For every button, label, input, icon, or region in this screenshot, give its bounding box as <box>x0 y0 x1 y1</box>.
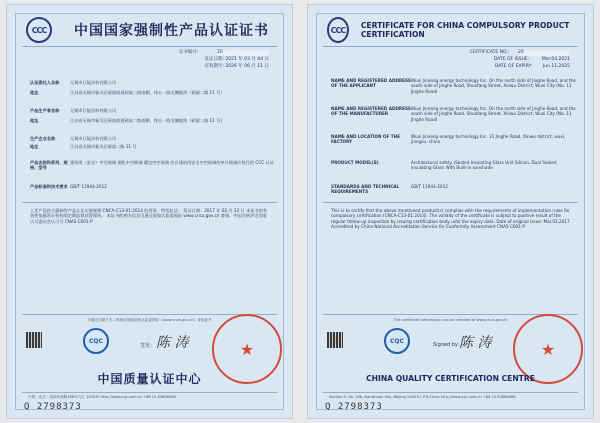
field-product: 产品名称和系列、规格、型号 建筑用（安全）中空玻璃 钢化中空玻璃 暖边中空玻璃 符合建筑用安全中空玻璃的单片玻璃应执行的 CCC 认证 <box>30 160 274 171</box>
certificate-page-cn <box>6 4 293 419</box>
field-manufacturer: NAME AND REGISTERED ADDRESS OF THE MANUFACTURER Wuxi Jinneng energy technology Inc. On the north side of Jinghe Road, and the south side of Jinghe Road, Shuofang Street, Xinwu District, Wuxi City (No. 11 Jinghe Road) <box>331 106 576 122</box>
ccc-logo-icon: CCC <box>26 17 52 43</box>
cert-meta-number: 证书编号: 20 <box>179 50 269 56</box>
signature-label: 签发： <box>140 343 156 349</box>
page-title: 中国国家强制性产品认证证书 <box>74 23 269 39</box>
official-seal-icon: ★ <box>513 314 583 384</box>
issuer-name: CHINA QUALITY CERTIFICATION CENTRE <box>366 374 535 383</box>
field-applicant-address: 地址 江苏省无锡市新吴区硕放街道硕放二路南侧、纬五一路北侧地块（硕放二路 11 号） <box>30 90 225 95</box>
web-note: The certificate information can be checked at www.cnca.gov.cn <box>393 318 508 322</box>
page-title: CERTIFICATE FOR CHINA COMPULSORY PRODUCT CERTIFICATION <box>360 21 570 39</box>
field-factory-address: 地址 江苏省无锡市新吴区硕放二路 11 号 <box>30 144 137 149</box>
signature: 陈 涛 <box>156 335 189 351</box>
divider <box>323 392 578 393</box>
signature-label: Signed by: <box>433 342 460 348</box>
cert-meta-number: CERTIFICATE NO.: 20 <box>470 50 570 56</box>
cqc-logo-icon: CQC <box>377 330 417 352</box>
divider <box>323 46 578 47</box>
issuer-address: Section 9, No. 188, Nansihuan Xilu, Beijing 100070, P.R.China http://www.cqc.com.cn +86 10 83886666 <box>329 395 516 399</box>
divider <box>323 202 578 203</box>
divider <box>22 392 277 393</box>
official-seal-icon: ★ <box>212 314 282 384</box>
serial-number: Q 2798373 <box>325 402 383 412</box>
cert-meta-expiry-date: DATE OF EXPIRY: Jun.11,2025 <box>494 64 570 69</box>
issuer-address: 中国 · 北京 · 南四环西路188号九区 100070 http://www.cqc.com.cn +86 10 83886666 <box>28 395 176 399</box>
page-header <box>16 14 283 46</box>
divider <box>22 202 277 203</box>
issuer-name: 中国质量认证中心 <box>97 372 202 386</box>
cqc-logo-icon: CQC <box>76 330 116 352</box>
cert-meta-expiry-date: 有效期至: 2026 年 06 月 11 日 <box>204 64 269 69</box>
field-product: PRODUCT MODEL(S) Architectural safety (Sealed Insulating Glass Unit Silicon, Dual Sealed Insulating Glass With Built-in sunshade <box>331 160 557 171</box>
qr-code-icon <box>327 332 343 348</box>
signature: 陈 涛 <box>459 335 492 351</box>
field-applicant: NAME AND REGISTERED ADDRESS OF THE APPLICANT Wuxi Jinneng energy technology Inc. On the north side of Jinghe Road, and the south side of Jinghe Road, Shuofang Street, Xinwu District, Wuxi City (No. 11 Jinghe Road) <box>331 78 576 94</box>
web-note: 可通过扫描下方二维码或登陆国家认监委网站（www.cnca.gov.cn）查询证书 <box>87 318 212 322</box>
ccc-logo-icon: CCC <box>327 17 349 43</box>
page-border <box>316 13 585 410</box>
page-header <box>317 14 584 46</box>
field-factory: NAME AND LOCATION OF THE FACTORY Wuxi Jinneng energy technology Inc. 11 Jinghe Road, Xinwu district, wuxi, jiangsu, china <box>331 134 566 145</box>
field-manufacturer-address: 地址 江苏省无锡市新吴区硕放街道硕放二路南侧、纬五一路北侧地块（硕放二路 11 号） <box>30 118 225 123</box>
certification-statement: This is to certify that the above mentioned product(s) complies with the requirements of implementation rules for compulsory certification (CNCA-C13-01:2014). The validity of the certificate is subject to positive result of the regular follow-up inspection by issuing certification body until the expiry date. Date of original issue: Mar.02,2017. Accredited by China National Accreditation Service for Conformity Assessment CNAS C001-P <box>331 208 572 230</box>
serial-number: Q 2798373 <box>24 402 82 412</box>
cert-meta-issue-date: DATE OF ISSUE: Mar.04,2021 <box>493 57 570 62</box>
field-factory: 生产企业名称 无锡市巨能涂料有限公司 <box>30 136 117 141</box>
field-manufacturer: 产品生产者名称 无锡市巨能涂料有限公司 <box>30 108 117 113</box>
qr-code-icon <box>26 332 42 348</box>
field-applicant: 认证委托人名称 无锡市巨能涂料有限公司 <box>30 80 117 85</box>
page-border <box>15 13 284 410</box>
field-standards: 产品标准和技术要求 GB/T 11944-2012 <box>30 184 107 189</box>
certificate-page-en <box>307 4 594 419</box>
certification-statement: 上述产品符合强制性产品认证实施规则 CNCA-C13-01:2014 的要求，特发此证。 发证日期：2017 年 02 月 22 日 本证书的有效性依据发证机构的定期监督获得保持。 本证书的相关信息可通过国家认监委网站 www.cnca.gov.cn 查询。中国合格评定国家认可委员会认可号 CNAS C001-P <box>30 208 268 224</box>
divider <box>22 46 277 47</box>
field-standards: STANDARDS AND TECHNICAL REQUIREMENTS GB/T 11944-2012 <box>331 184 448 195</box>
cert-meta-issue-date: 发证日期: 2021 年 03 月 04 日 <box>204 57 269 62</box>
